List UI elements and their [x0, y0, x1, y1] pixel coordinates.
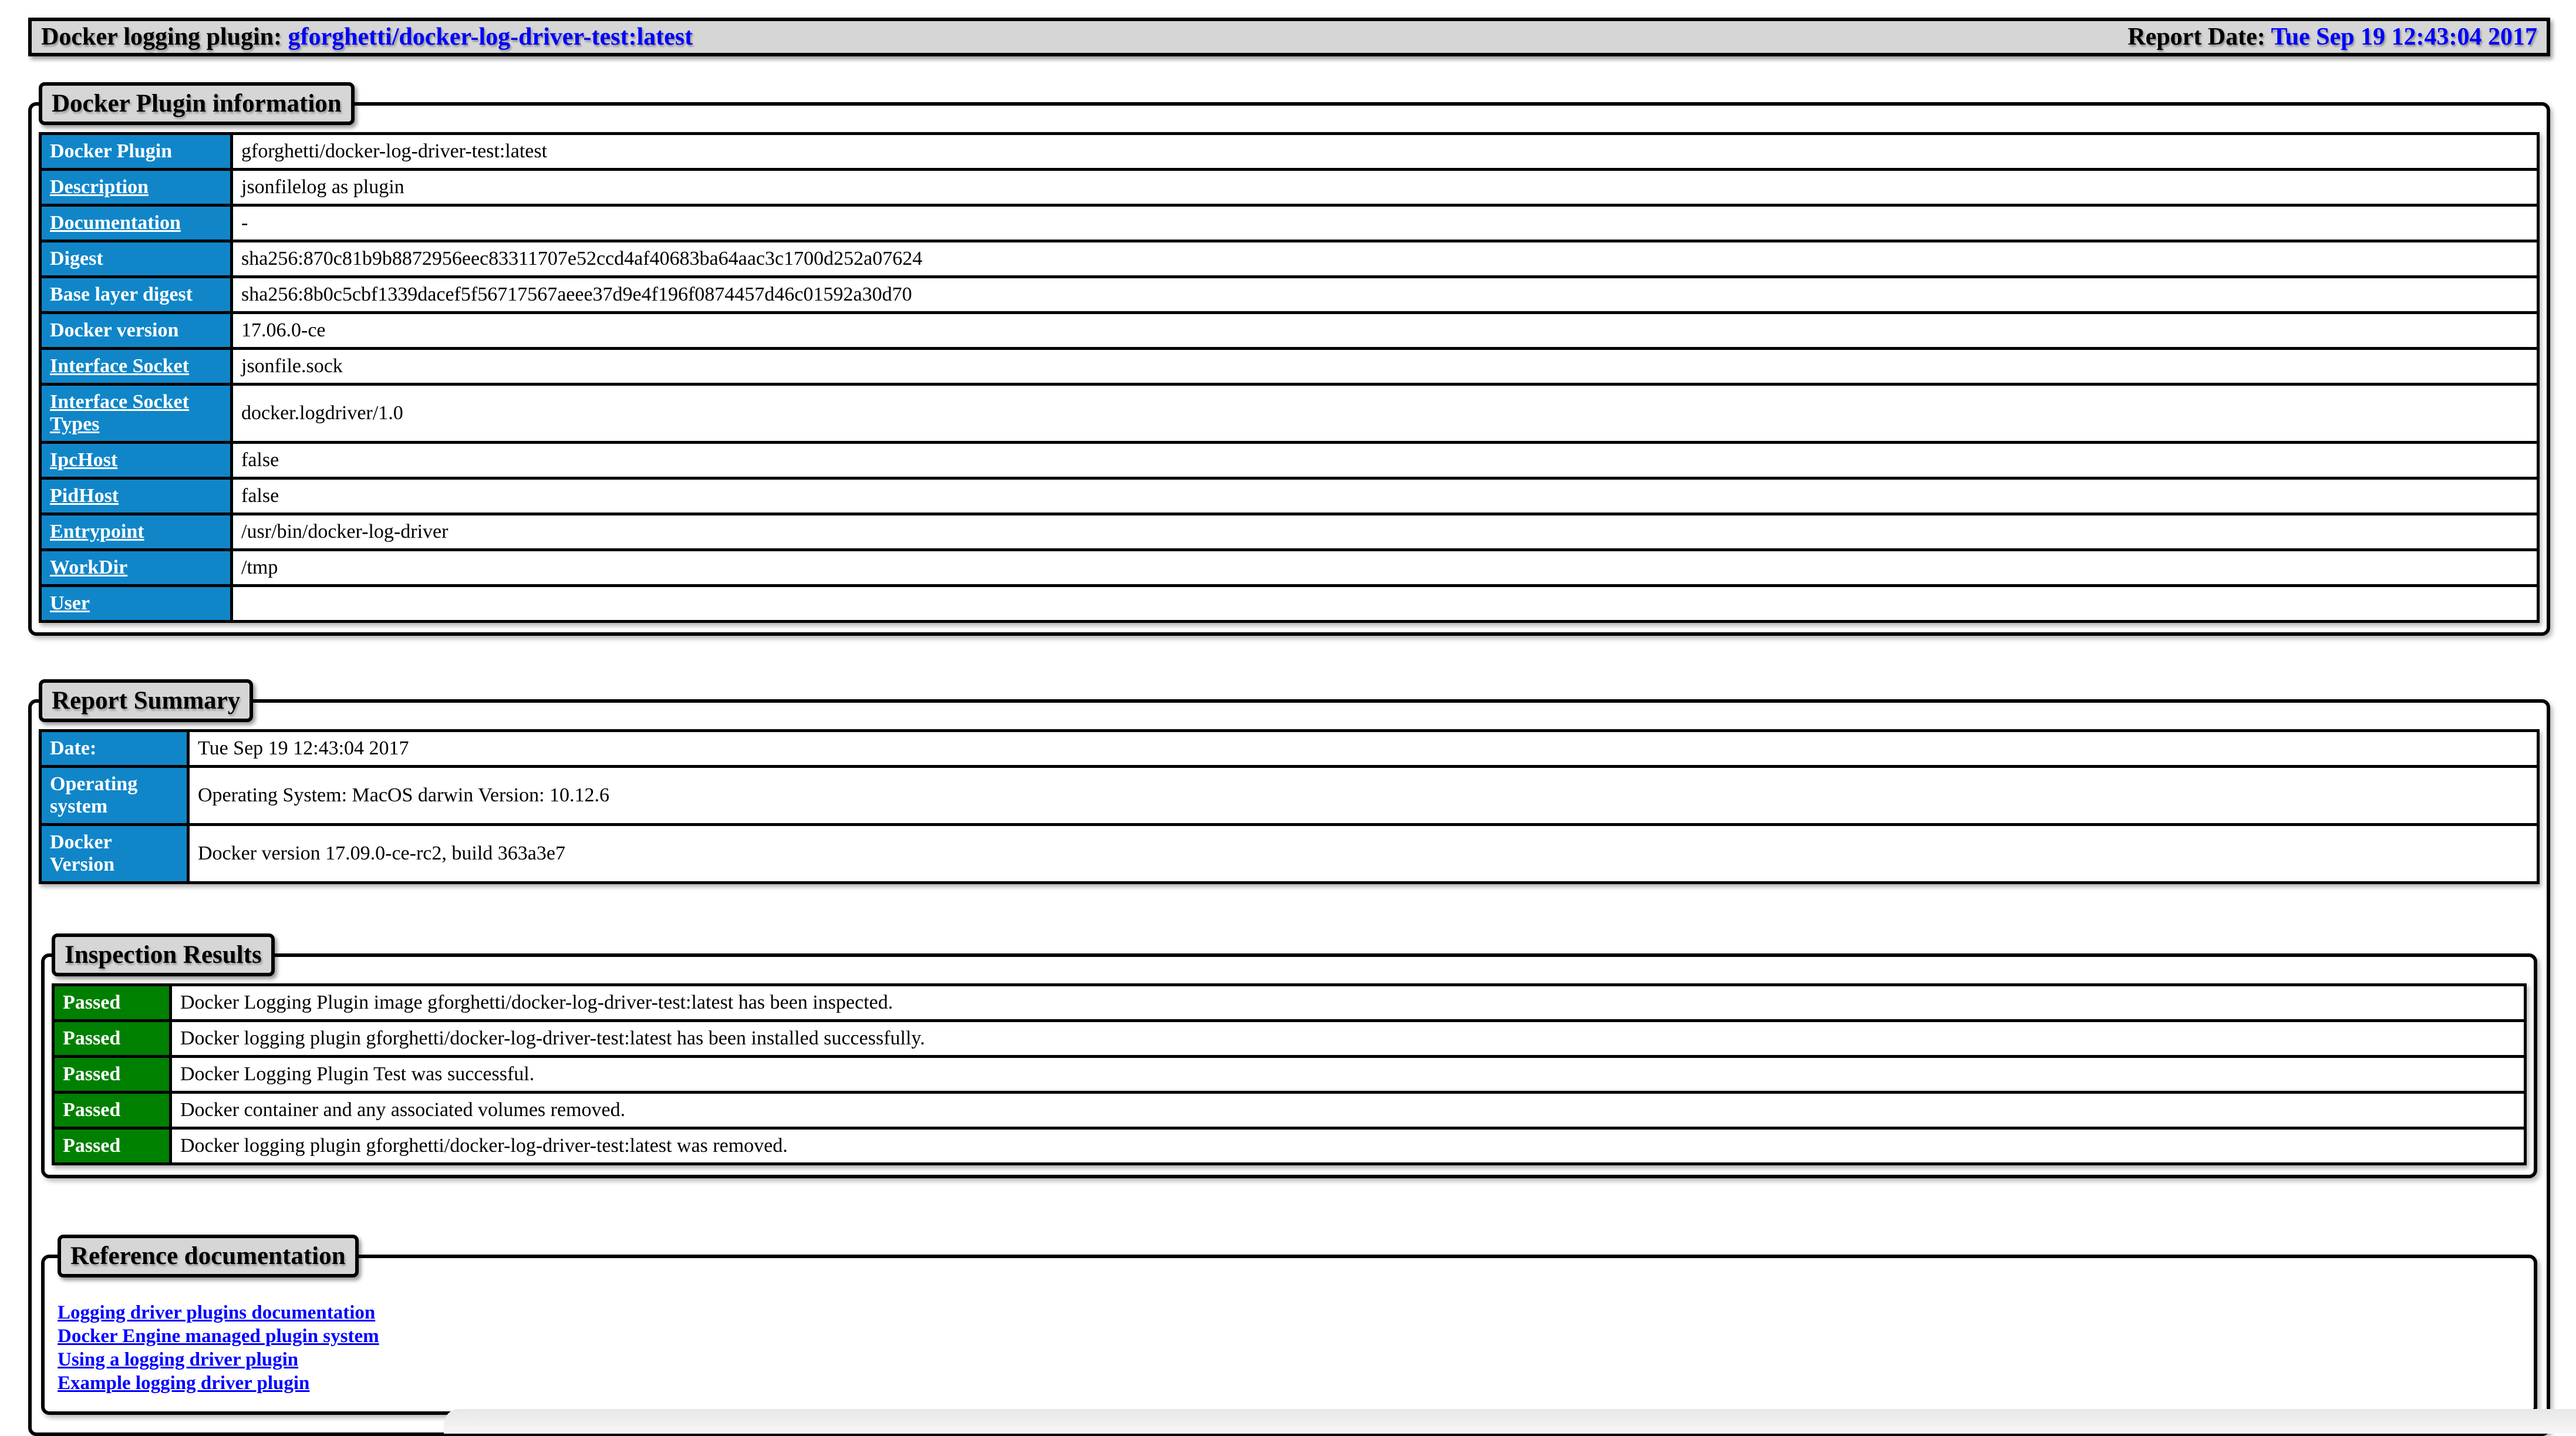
row-label-link[interactable]: Interface Socket Types — [50, 391, 189, 435]
status-badge — [53, 1093, 171, 1128]
status-text: Passed — [63, 1027, 121, 1049]
row-label-cell — [41, 586, 232, 622]
result-message-cell: Docker container and any associated volumes removed. — [171, 1093, 2526, 1128]
row-label-cell — [41, 313, 232, 349]
table-row — [41, 205, 2538, 241]
row-value-cell: 17.06.0-ce — [232, 313, 2538, 349]
row-label-link[interactable]: Documentation — [50, 212, 181, 234]
row-label-cell — [41, 241, 232, 277]
table-row — [41, 767, 2538, 825]
table-row — [53, 1057, 2526, 1093]
status-badge — [53, 985, 171, 1021]
table-row — [41, 241, 2538, 277]
row-label-cell — [41, 134, 232, 170]
status-text: Passed — [63, 1099, 121, 1121]
plugin-info-fieldset — [28, 82, 2550, 636]
row-value-cell: sha256:8b0c5cbf1339dacef5f56717567aeee37d9e4f196f0874457d46c01592a30d70 — [232, 277, 2538, 313]
row-value-cell: docker.logdriver/1.0 — [232, 385, 2538, 443]
result-message-cell: Docker Logging Plugin image gforghetti/docker-log-driver-test:latest has been inspected. — [171, 985, 2526, 1021]
inspection-results-legend-text: Inspection Results — [65, 941, 262, 969]
report-summary-table — [39, 729, 2540, 884]
row-value-cell: jsonfilelog as plugin — [232, 170, 2538, 205]
row-label: Docker version — [50, 319, 179, 341]
table-row — [41, 134, 2538, 170]
table-row — [41, 313, 2538, 349]
row-label-link[interactable]: WorkDir — [50, 557, 128, 578]
header-title-label: Docker logging plugin: — [41, 23, 282, 50]
result-message-cell: Docker logging plugin gforghetti/docker-log-driver-test:latest was removed. — [171, 1128, 2526, 1164]
table-row — [41, 731, 2538, 767]
report-date-label: Report Date: — [2127, 23, 2265, 50]
inspection-results-table — [52, 983, 2527, 1165]
row-label: Digest — [50, 248, 103, 269]
row-label-link[interactable]: Interface Socket — [50, 355, 189, 377]
row-label-cell — [41, 385, 232, 443]
table-row — [41, 825, 2538, 883]
row-value-cell: sha256:870c81b9b8872956eec83311707e52ccd4af40683ba64aac3c1700d252a07624 — [232, 241, 2538, 277]
row-value-cell: false — [232, 443, 2538, 478]
reference-docs-fieldset — [41, 1235, 2537, 1415]
row-label-link[interactable]: Description — [50, 176, 149, 198]
row-value-cell: Operating System: MacOS darwin Version: 10.12.6 — [188, 767, 2538, 825]
row-label: Date: — [50, 737, 97, 759]
row-label-cell — [41, 550, 232, 586]
table-row — [41, 385, 2538, 443]
inspection-results-fieldset — [41, 933, 2537, 1178]
table-row — [41, 550, 2538, 586]
row-label-link[interactable]: User — [50, 592, 90, 614]
row-label-cell — [41, 731, 188, 767]
row-value-cell: /usr/bin/docker-log-driver — [232, 514, 2538, 550]
report-summary-legend — [39, 679, 253, 722]
row-value-cell: jsonfile.sock — [232, 349, 2538, 385]
row-label-cell — [41, 767, 188, 825]
row-label-cell — [41, 514, 232, 550]
row-label-cell — [41, 825, 188, 883]
table-row — [53, 1093, 2526, 1128]
doc-link-example-logging-driver[interactable]: Example logging driver plugin — [58, 1373, 310, 1394]
background-window-edge — [444, 1409, 2576, 1434]
doc-link-logging-driver-plugins[interactable]: Logging driver plugins documentation — [58, 1302, 376, 1323]
row-label-link[interactable]: PidHost — [50, 485, 119, 507]
row-label-cell — [41, 205, 232, 241]
row-label-cell — [41, 478, 232, 514]
plugin-info-legend — [39, 82, 355, 125]
row-value-cell: - — [232, 205, 2538, 241]
status-badge — [53, 1128, 171, 1164]
table-row — [41, 170, 2538, 205]
doc-link-using-logging-driver[interactable]: Using a logging driver plugin — [58, 1349, 299, 1370]
reference-links-list — [58, 1301, 2534, 1395]
plugin-info-table — [39, 132, 2540, 623]
inspection-results-legend — [52, 933, 275, 976]
report-summary-fieldset — [28, 679, 2550, 1436]
row-value-cell: Tue Sep 19 12:43:04 2017 — [188, 731, 2538, 767]
plugin-info-legend-text: Docker Plugin information — [52, 90, 342, 117]
table-row — [41, 514, 2538, 550]
status-badge — [53, 1057, 171, 1093]
table-row — [53, 1021, 2526, 1057]
header-bar — [28, 18, 2550, 56]
row-value-cell: false — [232, 478, 2538, 514]
result-message-cell: Docker logging plugin gforghetti/docker-log-driver-test:latest has been installed successfully. — [171, 1021, 2526, 1057]
result-message-cell: Docker Logging Plugin Test was successful. — [171, 1057, 2526, 1093]
table-row — [53, 1128, 2526, 1164]
row-value-cell — [232, 586, 2538, 622]
header-report-date — [2127, 23, 2537, 51]
row-label: Operating system — [50, 773, 138, 817]
row-label: Docker Version — [50, 831, 115, 875]
table-row — [41, 349, 2538, 385]
row-value-cell: /tmp — [232, 550, 2538, 586]
row-label-link[interactable]: IpcHost — [50, 449, 118, 471]
header-title — [41, 23, 693, 51]
row-label: Docker Plugin — [50, 140, 173, 162]
row-label-cell — [41, 277, 232, 313]
row-label: Base layer digest — [50, 284, 193, 305]
row-value-cell: gforghetti/docker-log-driver-test:latest — [232, 134, 2538, 170]
report-summary-legend-text: Report Summary — [52, 687, 241, 714]
table-row — [41, 277, 2538, 313]
row-value-cell: Docker version 17.09.0-ce-rc2, build 363a3e7 — [188, 825, 2538, 883]
status-text: Passed — [63, 992, 121, 1013]
row-label-link[interactable]: Entrypoint — [50, 521, 144, 542]
report-date-value: Tue Sep 19 12:43:04 2017 — [2271, 23, 2537, 50]
row-label-cell — [41, 443, 232, 478]
table-row — [41, 586, 2538, 622]
reference-docs-legend-text: Reference documentation — [70, 1242, 346, 1270]
table-row — [41, 478, 2538, 514]
table-row — [41, 443, 2538, 478]
status-badge — [53, 1021, 171, 1057]
row-label-cell — [41, 349, 232, 385]
status-text: Passed — [63, 1063, 121, 1085]
table-row — [53, 985, 2526, 1021]
status-text: Passed — [63, 1135, 121, 1157]
plugin-image-link[interactable]: gforghetti/docker-log-driver-test:latest — [288, 23, 693, 50]
doc-link-managed-plugin-system[interactable]: Docker Engine managed plugin system — [58, 1326, 379, 1347]
row-label-cell — [41, 170, 232, 205]
reference-docs-legend — [58, 1235, 359, 1277]
